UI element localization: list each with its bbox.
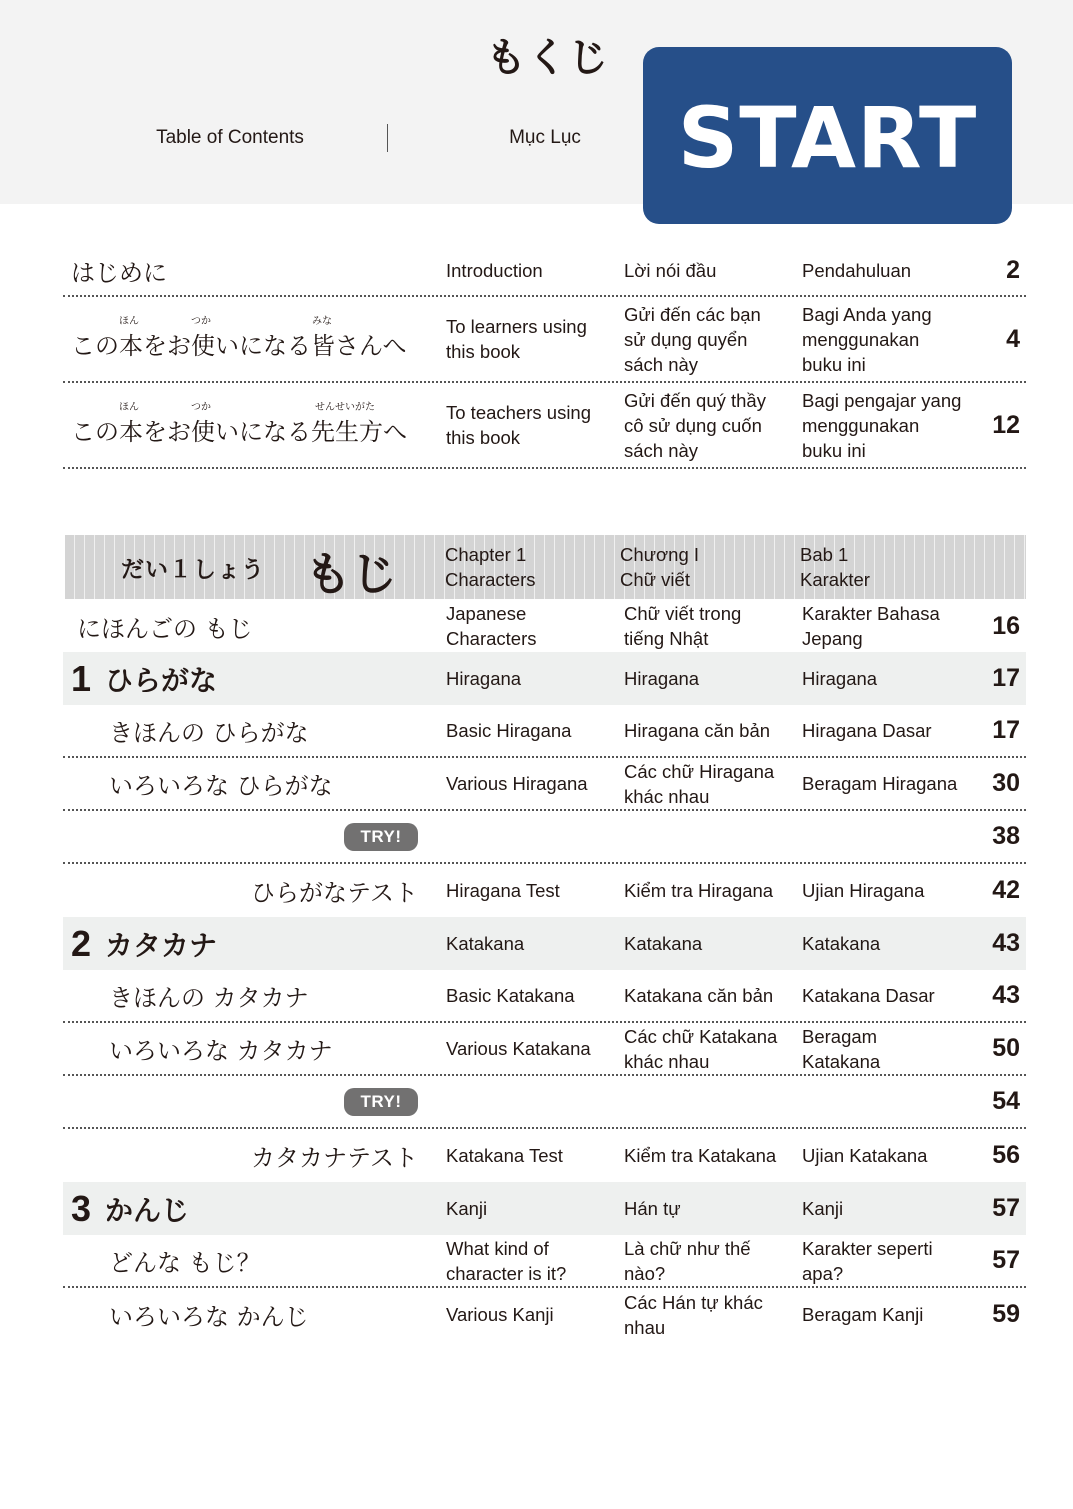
entry-vi: Các chữ Katakana khác nhau xyxy=(624,1025,778,1072)
page-number: 43 xyxy=(992,929,1020,957)
toc-row-hiragana[interactable] xyxy=(63,652,1026,705)
entry-ja: この ほん 本をお つか 使いになる せんせいがた 先生方へ xyxy=(63,404,438,447)
entry-vi: Các chữ Hiragana khác nhau xyxy=(624,760,775,807)
toc-row-try-hiragana[interactable] xyxy=(63,811,1026,864)
ruby-text: せんせいがた xyxy=(315,401,375,413)
entry-en: To teachers using this book xyxy=(446,402,592,448)
ruby-text: つか xyxy=(191,315,211,327)
intro-section xyxy=(63,246,1026,469)
toc-row-basic-katakana[interactable] xyxy=(63,970,1026,1023)
toc-row-kanji[interactable] xyxy=(63,1182,1026,1235)
entry-ja: ひらがなテスト xyxy=(250,879,418,907)
entry-vi: Là chữ như thế nào? xyxy=(624,1237,751,1284)
entry-ja: いろいろな ひらがな xyxy=(109,772,333,800)
section-number: 2 xyxy=(71,922,92,964)
chapter-header xyxy=(65,535,1026,599)
entry-en: Hiragana Test xyxy=(446,880,560,901)
entry-en: Japanese Characters xyxy=(446,603,537,649)
entry-en: Kanji xyxy=(446,1198,488,1219)
entry-id: Beragam Katakana xyxy=(802,1025,881,1072)
entry-id: Bagi Anda yang menggunakan buku ini xyxy=(802,303,932,375)
entry-vi: Kiểm tra Katakana xyxy=(624,1145,777,1166)
page-number: 43 xyxy=(992,981,1020,1009)
chapter-entries xyxy=(63,600,1026,1341)
page-number: 2 xyxy=(1006,256,1020,284)
entry-vi: Hán tự xyxy=(624,1198,681,1219)
entry-en: What kind of character is it? xyxy=(446,1237,567,1284)
ruby-text: みな xyxy=(312,315,332,327)
entry-en: To learners using this book xyxy=(446,316,587,362)
toc-row-what-kind-of-character[interactable] xyxy=(63,1235,1026,1288)
entry-en: Basic Hiragana xyxy=(446,720,572,741)
entry-ja: 2 カタカナ xyxy=(71,922,218,964)
entry-id: Karakter seperti apa? xyxy=(802,1237,933,1284)
entry-id: Ujian Katakana xyxy=(802,1145,928,1166)
page-number: 4 xyxy=(1006,324,1020,353)
entry-vi: Kiểm tra Hiragana xyxy=(624,880,774,901)
entry-vi: Hiragana căn bản xyxy=(624,720,771,741)
toc-row-learners[interactable] xyxy=(63,297,1026,383)
section-number: 3 xyxy=(71,1187,92,1229)
entry-vi: Hiragana xyxy=(624,668,700,689)
page-number: 50 xyxy=(992,1034,1020,1062)
toc-row-try-katakana[interactable] xyxy=(63,1076,1026,1129)
subtitle-divider xyxy=(387,124,388,152)
try-badge: TRY! xyxy=(344,823,418,851)
ruby-text: つか xyxy=(191,401,211,413)
toc-row-hiragana-test[interactable] xyxy=(63,864,1026,917)
entry-id: Kanji xyxy=(802,1198,844,1219)
ruby-text: ほん xyxy=(119,315,139,327)
page-title: もくじ xyxy=(486,35,609,81)
entry-id: Beragam Hiragana xyxy=(802,773,958,794)
entry-en: Katakana xyxy=(446,933,525,954)
subtitle-english: Table of Contents xyxy=(156,127,304,148)
entry-id: Pendahuluan xyxy=(802,260,912,281)
entry-ja: にほんごの もじ xyxy=(77,614,253,643)
chapter-vi: Chương I Chữ viết xyxy=(620,544,700,590)
try-badge: TRY! xyxy=(344,1088,418,1116)
entry-ja: どんな もじ？ xyxy=(109,1249,261,1277)
page-number: 42 xyxy=(992,876,1020,904)
entry-en: Various Kanji xyxy=(446,1304,554,1325)
entry-id: Ujian Hiragana xyxy=(802,880,925,901)
entry-ja: いろいろな カタカナ xyxy=(109,1037,333,1065)
entry-vi: Katakana căn bản xyxy=(624,985,774,1006)
chapter-en: Chapter 1 Characters xyxy=(445,544,536,590)
entry-ja: きほんの ひらがな xyxy=(109,719,309,747)
page-number: 16 xyxy=(992,611,1020,640)
section-number: 1 xyxy=(71,657,92,699)
entry-ja: 1 ひらがな xyxy=(71,657,218,699)
entry-en: Introduction xyxy=(446,260,543,281)
entry-ja: はじめに xyxy=(71,259,167,287)
entry-id: Katakana xyxy=(802,933,881,954)
toc-row-introduction[interactable] xyxy=(63,246,1026,297)
ruby-text: ほん xyxy=(119,401,139,413)
entry-ja: いろいろな かんじ xyxy=(109,1303,309,1331)
entry-vi: Katakana xyxy=(624,933,703,954)
toc-row-various-hiragana[interactable] xyxy=(63,758,1026,811)
subtitle-vietnamese: Mục Lục xyxy=(509,127,581,148)
entry-en: Various Katakana xyxy=(446,1038,591,1059)
entry-en: Hiragana xyxy=(446,668,522,689)
entry-id: Beragam Kanji xyxy=(802,1304,924,1325)
entry-id: Hiragana Dasar xyxy=(802,720,932,741)
entry-ja: 3 かんじ xyxy=(71,1187,190,1229)
start-label: START xyxy=(677,88,978,187)
entry-vi: Các Hán tự khác nhau xyxy=(624,1291,763,1338)
entry-vi: Gửi đến các bạn sử dụng quyển sách này xyxy=(624,303,761,375)
toc-row-japanese-characters[interactable] xyxy=(63,600,1026,652)
entry-en: Katakana Test xyxy=(446,1145,563,1166)
page-number: 57 xyxy=(992,1246,1020,1274)
page-number: 54 xyxy=(992,1087,1020,1115)
start-badge xyxy=(643,47,1012,224)
entry-vi: Chữ viết trong tiếng Nhật xyxy=(624,603,742,649)
toc-row-teachers[interactable] xyxy=(63,383,1026,469)
chapter-label: だい１しょう xyxy=(121,557,265,583)
page-number: 57 xyxy=(992,1194,1020,1222)
chapter-id: Bab 1 Karakter xyxy=(800,544,870,590)
entry-ja: カタカナテスト xyxy=(250,1144,418,1172)
page-number: 12 xyxy=(992,410,1020,439)
entry-id: Hiragana xyxy=(802,668,878,689)
page-number: 56 xyxy=(992,1141,1020,1169)
toc-row-basic-hiragana[interactable] xyxy=(63,705,1026,758)
entry-vi: Gửi đến quý thầy cô sử dụng cuốn sách này xyxy=(624,389,766,461)
chapter-title: もじ xyxy=(305,547,397,601)
page-number: 17 xyxy=(992,664,1020,692)
page-number: 30 xyxy=(992,769,1020,797)
entry-ja: きほんの カタカナ xyxy=(109,984,309,1012)
page-number: 59 xyxy=(992,1300,1020,1328)
toc-row-various-kanji[interactable] xyxy=(63,1288,1026,1341)
entry-en: Various Hiragana xyxy=(446,773,588,794)
entry-id: Bagi pengajar yang menggunakan buku ini xyxy=(802,389,962,461)
toc-row-katakana[interactable] xyxy=(63,917,1026,970)
page-number: 38 xyxy=(992,822,1020,850)
entry-id: Karakter Bahasa Jepang xyxy=(802,603,940,649)
toc-row-katakana-test[interactable] xyxy=(63,1129,1026,1182)
entry-vi: Lời nói đầu xyxy=(624,260,717,281)
entry-en: Basic Katakana xyxy=(446,985,575,1006)
entry-id: Katakana Dasar xyxy=(802,985,935,1006)
toc-row-various-katakana[interactable] xyxy=(63,1023,1026,1076)
page-number: 17 xyxy=(992,716,1020,744)
entry-ja: この ほん 本をお つか 使いになる みな 皆さんへ xyxy=(63,318,438,361)
